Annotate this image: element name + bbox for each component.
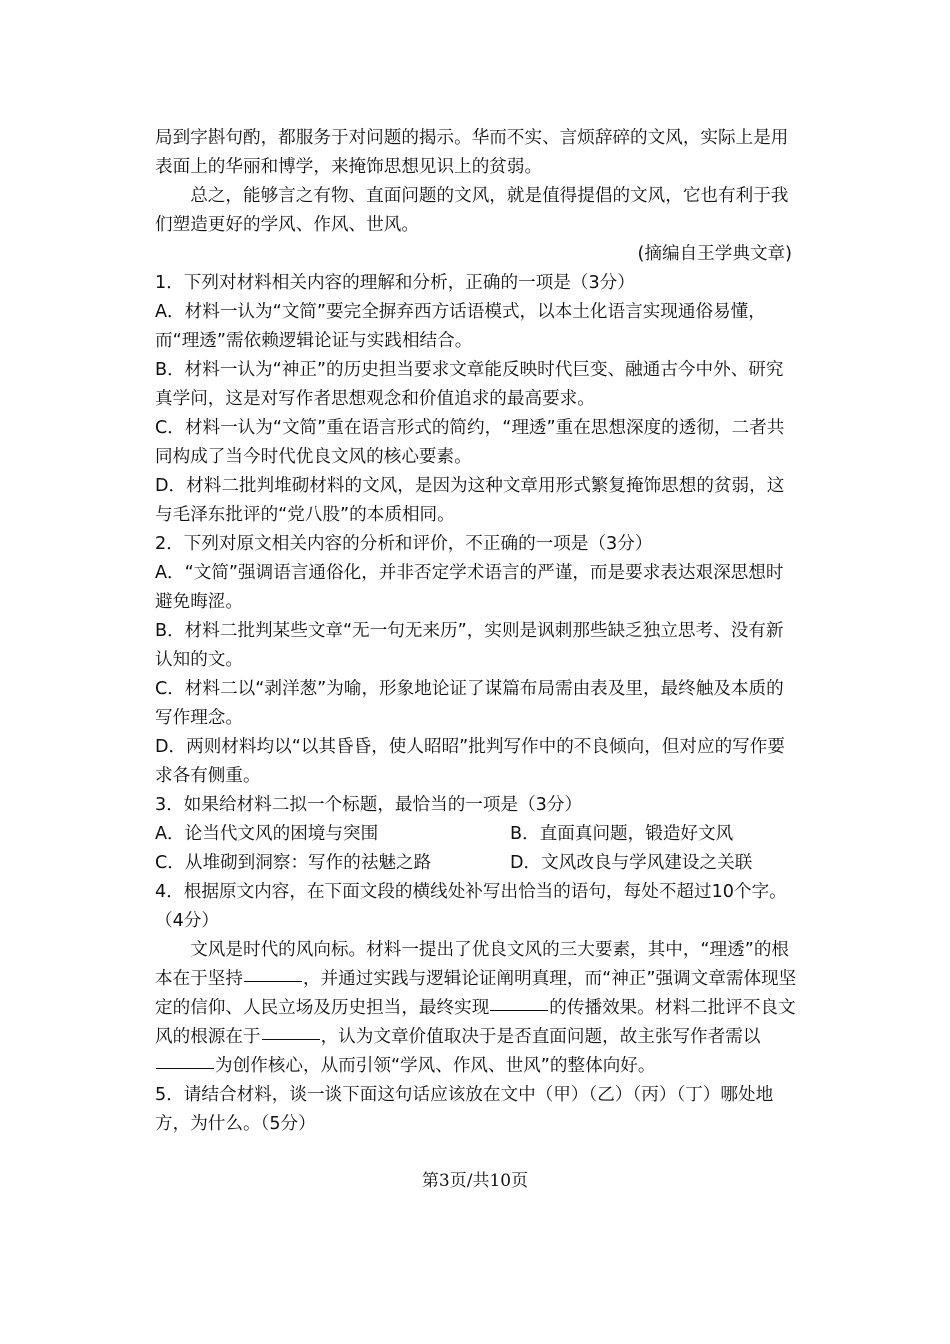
option-d: D．两则材料均以“以其昏昏，使人昭昭”批判写作中的不良倾向，但对应的写作要求各有侧重。 [155, 737, 785, 786]
question-3 [155, 791, 800, 878]
option-c: C．材料二以“剥洋葱”为喻，形象地论证了谋篇布局需由表及里，最终触及本质的写作理念。 [155, 679, 784, 728]
question-2 [155, 530, 800, 791]
fill-text: 的传播效果。材料二批评不良文风的根源在于 [155, 998, 796, 1047]
question-stem: 1．下列对材料相关内容的理解和分析，正确的一项是（3分） [155, 273, 635, 293]
fill-text: ，并通过实践与逻辑论证阐明真理，而“神正”强调文章需体现坚定的信仰、人民立场及历史担当，最终实现 [155, 969, 797, 1018]
page-content [155, 124, 800, 1139]
option-c: C．材料一认为“文简”重在语言形式的简约，“理透”重在思想深度的透彻，二者共同构成了当今时代优良文风的核心要素。 [155, 418, 785, 467]
option-a: A．材料一认为“文简”要完全摒弃西方话语模式，以本土化语言实现通俗易懂，而“理透”需依赖逻辑论证与实践相结合。 [155, 302, 766, 351]
answer-blank-4[interactable] [156, 1067, 214, 1069]
passage-source: (摘编自王学典文章) [637, 244, 792, 264]
option-c: C．从堆砌到洞察：写作的祛魅之路 [155, 853, 432, 873]
question-4 [155, 878, 800, 1081]
fill-text: ，认为文章价值取决于是否直面问题，故主张写作者需以 [320, 1027, 761, 1047]
passage-paragraph: 局到字斟句酌，都服务于对问题的揭示。华而不实、言烦辞碎的文风，实际上是用表面上的华丽和博学，来掩饰思想见识上的贫弱。 [155, 128, 789, 177]
page-number: 第3页/共10页 [421, 1171, 529, 1191]
answer-blank-2[interactable] [490, 1009, 548, 1011]
fill-text: 为创作核心，从而引领“学风、作风、世风”的整体向好。 [215, 1056, 656, 1076]
question-stem: 3．如果给材料二拟一个标题，最恰当的一项是（3分） [155, 795, 583, 815]
option-b: B．材料一认为“神正”的历史担当要求文章能反映时代巨变、融通古今中外、研究真学问，这是对写作者思想观念和价值追求的最高要求。 [155, 360, 784, 409]
option-b: B．直面真问题，锻造好文风 [510, 824, 734, 844]
question-1 [155, 269, 800, 530]
question-stem: 4．根据原文内容，在下面文段的横线处补写出恰当的语句，每处不超过10个字。（4分） [155, 882, 787, 931]
question-5 [155, 1081, 800, 1139]
question-stem: 2．下列对原文相关内容的分析和评价，不正确的一项是（3分） [155, 534, 653, 554]
option-b: B．材料二批判某些文章“无一句无来历”，实则是讽刺那些缺乏独立思考、没有新认知的文。 [155, 621, 784, 670]
answer-blank-1[interactable] [244, 980, 302, 982]
fill-in-paragraph [155, 936, 800, 1081]
fill-text: 文风是时代的风向标。材料一提出了优良文风的三大要素，其中，“理透”的根本在于坚持 [155, 940, 790, 989]
passage-paragraph: 总之，能够言之有物、直面问题的文风，就是值得提倡的文风，它也有利于我们塑造更好的学风、作风、世风。 [155, 186, 789, 235]
question-stem: 5．请结合材料，谈一谈下面这句话应该放在文中（甲）（乙）（丙）（丁）哪处地方，为什么。（5分） [155, 1085, 774, 1134]
option-grid [155, 820, 800, 878]
option-d: D．文风改良与学风建设之关联 [510, 853, 753, 873]
option-d: D．材料二批判堆砌材料的文风，是因为这种文章用形式繁复掩饰思想的贫弱，这与毛泽东批评的“党八股”的本质相同。 [155, 476, 785, 525]
answer-blank-3[interactable] [262, 1038, 320, 1040]
option-a: A．“文简”强调语言通俗化，并非否定学术语言的严谨，而是要求表达艰深思想时避免晦涩。 [155, 563, 784, 612]
option-a: A．论当代文风的困境与突围 [155, 824, 379, 844]
